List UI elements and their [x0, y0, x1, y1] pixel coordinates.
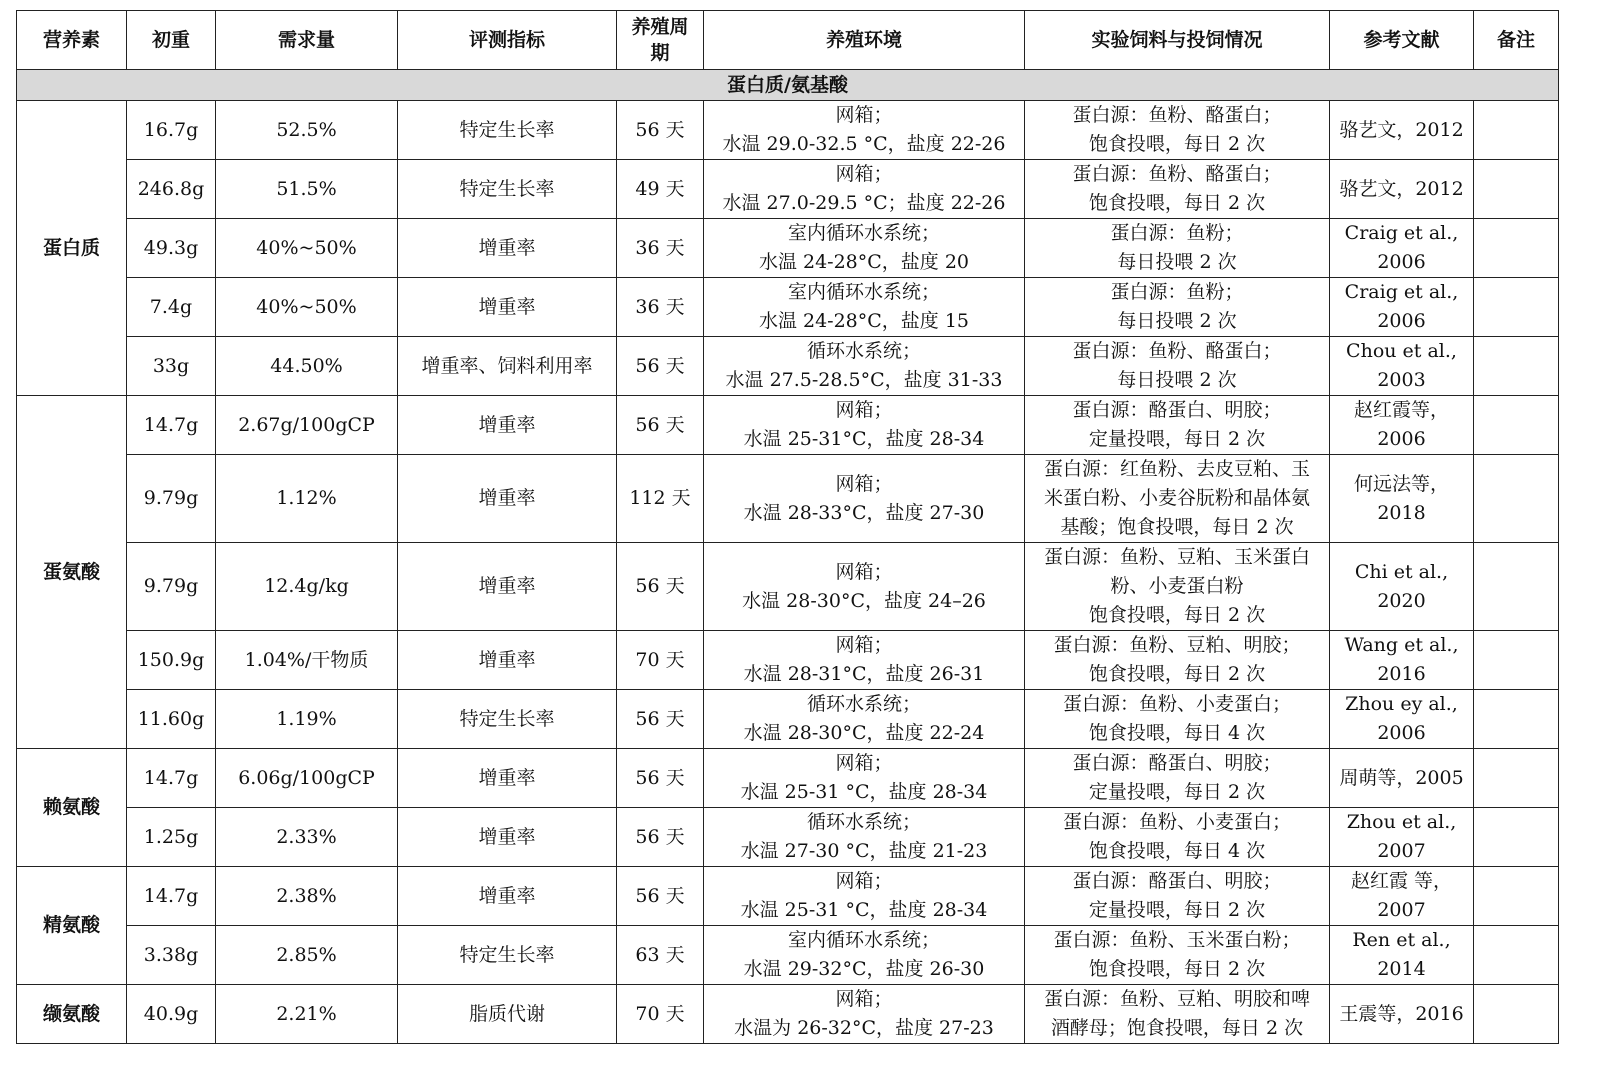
table-row — [17, 631, 1559, 690]
metric-cell: 增重率 — [398, 631, 617, 690]
initial-weight-cell: 40.9g — [127, 985, 216, 1044]
environment-cell: 网箱； 水温 28-31°C，盐度 26-31 — [704, 631, 1025, 690]
initial-weight-cell: 9.79g — [127, 543, 216, 631]
initial-weight-cell: 49.3g — [127, 219, 216, 278]
initial-weight-cell: 7.4g — [127, 278, 216, 337]
reference-cell: Zhou ey al., 2006 — [1330, 690, 1474, 749]
reference-cell: Chi et al., 2020 — [1330, 543, 1474, 631]
note-cell — [1474, 985, 1559, 1044]
initial-weight-cell: 11.60g — [127, 690, 216, 749]
note-cell — [1474, 101, 1559, 160]
metric-cell: 增重率 — [398, 867, 617, 926]
note-cell — [1474, 543, 1559, 631]
feed-cell: 蛋白源：鱼粉、玉米蛋白粉； 饱食投喂，每日 2 次 — [1025, 926, 1330, 985]
requirement-cell: 2.21% — [216, 985, 398, 1044]
note-cell — [1474, 160, 1559, 219]
metric-cell: 特定生长率 — [398, 101, 617, 160]
period-cell: 112 天 — [617, 455, 704, 543]
nutrient-cell: 精氨酸 — [17, 867, 127, 985]
initial-weight-cell: 14.7g — [127, 867, 216, 926]
feed-cell: 蛋白源：鱼粉； 每日投喂 2 次 — [1025, 219, 1330, 278]
table-row — [17, 396, 1559, 455]
reference-cell: 赵红霞 等， 2007 — [1330, 867, 1474, 926]
metric-cell: 增重率 — [398, 219, 617, 278]
period-cell: 36 天 — [617, 278, 704, 337]
environment-cell: 网箱； 水温 29.0-32.5 °C，盐度 22-26 — [704, 101, 1025, 160]
initial-weight-cell: 3.38g — [127, 926, 216, 985]
requirement-cell: 2.33% — [216, 808, 398, 867]
environment-cell: 网箱； 水温为 26-32°C，盐度 27-23 — [704, 985, 1025, 1044]
reference-cell: 何远法等， 2018 — [1330, 455, 1474, 543]
reference-cell: Wang et al., 2016 — [1330, 631, 1474, 690]
note-cell — [1474, 690, 1559, 749]
table-row — [17, 808, 1559, 867]
period-cell: 56 天 — [617, 396, 704, 455]
header-nutrient: 营养素 — [17, 11, 127, 70]
requirement-cell: 2.67g/100gCP — [216, 396, 398, 455]
period-cell: 56 天 — [617, 690, 704, 749]
reference-cell: Ren et al., 2014 — [1330, 926, 1474, 985]
environment-cell: 网箱； 水温 28-30°C，盐度 24–26 — [704, 543, 1025, 631]
environment-cell: 循环水系统； 水温 27.5-28.5°C，盐度 31-33 — [704, 337, 1025, 396]
table-row — [17, 278, 1559, 337]
metric-cell: 增重率 — [398, 808, 617, 867]
note-cell — [1474, 396, 1559, 455]
environment-cell: 循环水系统； 水温 28-30°C，盐度 22-24 — [704, 690, 1025, 749]
feed-cell: 蛋白源：鱼粉、豆粕、玉米蛋白 粉、小麦蛋白粉 饱食投喂，每日 2 次 — [1025, 543, 1330, 631]
period-cell: 56 天 — [617, 101, 704, 160]
section-title: 蛋白质/氨基酸 — [17, 70, 1559, 101]
header-environment: 养殖环境 — [704, 11, 1025, 70]
period-cell: 56 天 — [617, 543, 704, 631]
environment-cell: 室内循环水系统； 水温 24-28°C，盐度 20 — [704, 219, 1025, 278]
requirement-cell: 1.19% — [216, 690, 398, 749]
note-cell — [1474, 219, 1559, 278]
table-row — [17, 543, 1559, 631]
nutrient-cell: 缬氨酸 — [17, 985, 127, 1044]
note-cell — [1474, 749, 1559, 808]
reference-cell: Zhou et al., 2007 — [1330, 808, 1474, 867]
metric-cell: 特定生长率 — [398, 160, 617, 219]
environment-cell: 循环水系统； 水温 27-30 °C，盐度 21-23 — [704, 808, 1025, 867]
feed-cell: 蛋白源：鱼粉； 每日投喂 2 次 — [1025, 278, 1330, 337]
environment-cell: 网箱； 水温 28-33°C，盐度 27-30 — [704, 455, 1025, 543]
requirement-cell: 12.4g/kg — [216, 543, 398, 631]
header-metric: 评测指标 — [398, 11, 617, 70]
requirement-cell: 2.38% — [216, 867, 398, 926]
note-cell — [1474, 808, 1559, 867]
header-feed: 实验饲料与投饲情况 — [1025, 11, 1330, 70]
feed-cell: 蛋白源：鱼粉、小麦蛋白； 饱食投喂，每日 4 次 — [1025, 690, 1330, 749]
table-row — [17, 926, 1559, 985]
feed-cell: 蛋白源：酪蛋白、明胶； 定量投喂，每日 2 次 — [1025, 867, 1330, 926]
reference-cell: Craig et al., 2006 — [1330, 278, 1474, 337]
period-cell: 70 天 — [617, 631, 704, 690]
metric-cell: 增重率 — [398, 749, 617, 808]
period-cell: 63 天 — [617, 926, 704, 985]
feed-cell: 蛋白源：鱼粉、酪蛋白； 饱食投喂，每日 2 次 — [1025, 101, 1330, 160]
period-cell: 49 天 — [617, 160, 704, 219]
table-row — [17, 455, 1559, 543]
note-cell — [1474, 455, 1559, 543]
header-initial-weight: 初重 — [127, 11, 216, 70]
note-cell — [1474, 926, 1559, 985]
feed-cell: 蛋白源：鱼粉、豆粕、明胶和啤 酒酵母；饱食投喂，每日 2 次 — [1025, 985, 1330, 1044]
table-row — [17, 985, 1559, 1044]
header-reference: 参考文献 — [1330, 11, 1474, 70]
metric-cell: 特定生长率 — [398, 926, 617, 985]
reference-cell: 王震等，2016 — [1330, 985, 1474, 1044]
table-row — [17, 867, 1559, 926]
environment-cell: 网箱； 水温 25-31 °C，盐度 28-34 — [704, 867, 1025, 926]
initial-weight-cell: 1.25g — [127, 808, 216, 867]
table-row — [17, 101, 1559, 160]
requirement-cell: 52.5% — [216, 101, 398, 160]
header-requirement: 需求量 — [216, 11, 398, 70]
requirement-cell: 51.5% — [216, 160, 398, 219]
note-cell — [1474, 867, 1559, 926]
metric-cell: 增重率 — [398, 543, 617, 631]
period-cell: 56 天 — [617, 808, 704, 867]
metric-cell: 增重率 — [398, 455, 617, 543]
metric-cell: 特定生长率 — [398, 690, 617, 749]
note-cell — [1474, 278, 1559, 337]
reference-cell: 赵红霞等， 2006 — [1330, 396, 1474, 455]
nutrient-cell: 赖氨酸 — [17, 749, 127, 867]
table-row — [17, 749, 1559, 808]
period-cell: 70 天 — [617, 985, 704, 1044]
table-row — [17, 160, 1559, 219]
table-row — [17, 690, 1559, 749]
metric-cell: 增重率、饲料利用率 — [398, 337, 617, 396]
feed-cell: 蛋白源：鱼粉、豆粕、明胶； 饱食投喂，每日 2 次 — [1025, 631, 1330, 690]
initial-weight-cell: 9.79g — [127, 455, 216, 543]
requirement-cell: 1.04%/干物质 — [216, 631, 398, 690]
feed-cell: 蛋白源：鱼粉、小麦蛋白； 饱食投喂，每日 4 次 — [1025, 808, 1330, 867]
initial-weight-cell: 14.7g — [127, 396, 216, 455]
metric-cell: 脂质代谢 — [398, 985, 617, 1044]
environment-cell: 网箱； 水温 25-31 °C，盐度 28-34 — [704, 749, 1025, 808]
initial-weight-cell: 246.8g — [127, 160, 216, 219]
initial-weight-cell: 16.7g — [127, 101, 216, 160]
feed-cell: 蛋白源：红鱼粉、去皮豆粕、玉 米蛋白粉、小麦谷朊粉和晶体氨 基酸；饱食投喂，每日 2 次 — [1025, 455, 1330, 543]
reference-cell: Chou et al., 2003 — [1330, 337, 1474, 396]
environment-cell: 室内循环水系统； 水温 24-28°C，盐度 15 — [704, 278, 1025, 337]
feed-cell: 蛋白源：鱼粉、酪蛋白； 饱食投喂，每日 2 次 — [1025, 160, 1330, 219]
metric-cell: 增重率 — [398, 278, 617, 337]
table-row — [17, 219, 1559, 278]
note-cell — [1474, 631, 1559, 690]
environment-cell: 网箱； 水温 25-31°C，盐度 28-34 — [704, 396, 1025, 455]
feed-cell: 蛋白源：酪蛋白、明胶； 定量投喂，每日 2 次 — [1025, 749, 1330, 808]
table-row — [17, 337, 1559, 396]
note-cell — [1474, 337, 1559, 396]
metric-cell: 增重率 — [398, 396, 617, 455]
section-row — [17, 70, 1559, 101]
requirement-cell: 1.12% — [216, 455, 398, 543]
initial-weight-cell: 33g — [127, 337, 216, 396]
header-row — [17, 11, 1559, 70]
period-cell: 56 天 — [617, 867, 704, 926]
period-cell: 56 天 — [617, 337, 704, 396]
requirement-cell: 44.50% — [216, 337, 398, 396]
initial-weight-cell: 150.9g — [127, 631, 216, 690]
header-period: 养殖周期 — [617, 11, 704, 70]
requirement-cell: 40%~50% — [216, 278, 398, 337]
reference-cell: 骆艺文，2012 — [1330, 160, 1474, 219]
requirement-cell: 6.06g/100gCP — [216, 749, 398, 808]
nutrient-cell: 蛋氨酸 — [17, 396, 127, 749]
requirement-cell: 2.85% — [216, 926, 398, 985]
feed-cell: 蛋白源：鱼粉、酪蛋白； 每日投喂 2 次 — [1025, 337, 1330, 396]
requirement-cell: 40%~50% — [216, 219, 398, 278]
nutrient-requirement-table — [16, 10, 1559, 1044]
reference-cell: Craig et al., 2006 — [1330, 219, 1474, 278]
feed-cell: 蛋白源：酪蛋白、明胶； 定量投喂，每日 2 次 — [1025, 396, 1330, 455]
reference-cell: 周萌等，2005 — [1330, 749, 1474, 808]
period-cell: 36 天 — [617, 219, 704, 278]
environment-cell: 网箱； 水温 27.0-29.5 °C；盐度 22-26 — [704, 160, 1025, 219]
nutrient-cell: 蛋白质 — [17, 101, 127, 396]
header-note: 备注 — [1474, 11, 1559, 70]
initial-weight-cell: 14.7g — [127, 749, 216, 808]
environment-cell: 室内循环水系统； 水温 29-32°C，盐度 26-30 — [704, 926, 1025, 985]
reference-cell: 骆艺文，2012 — [1330, 101, 1474, 160]
period-cell: 56 天 — [617, 749, 704, 808]
